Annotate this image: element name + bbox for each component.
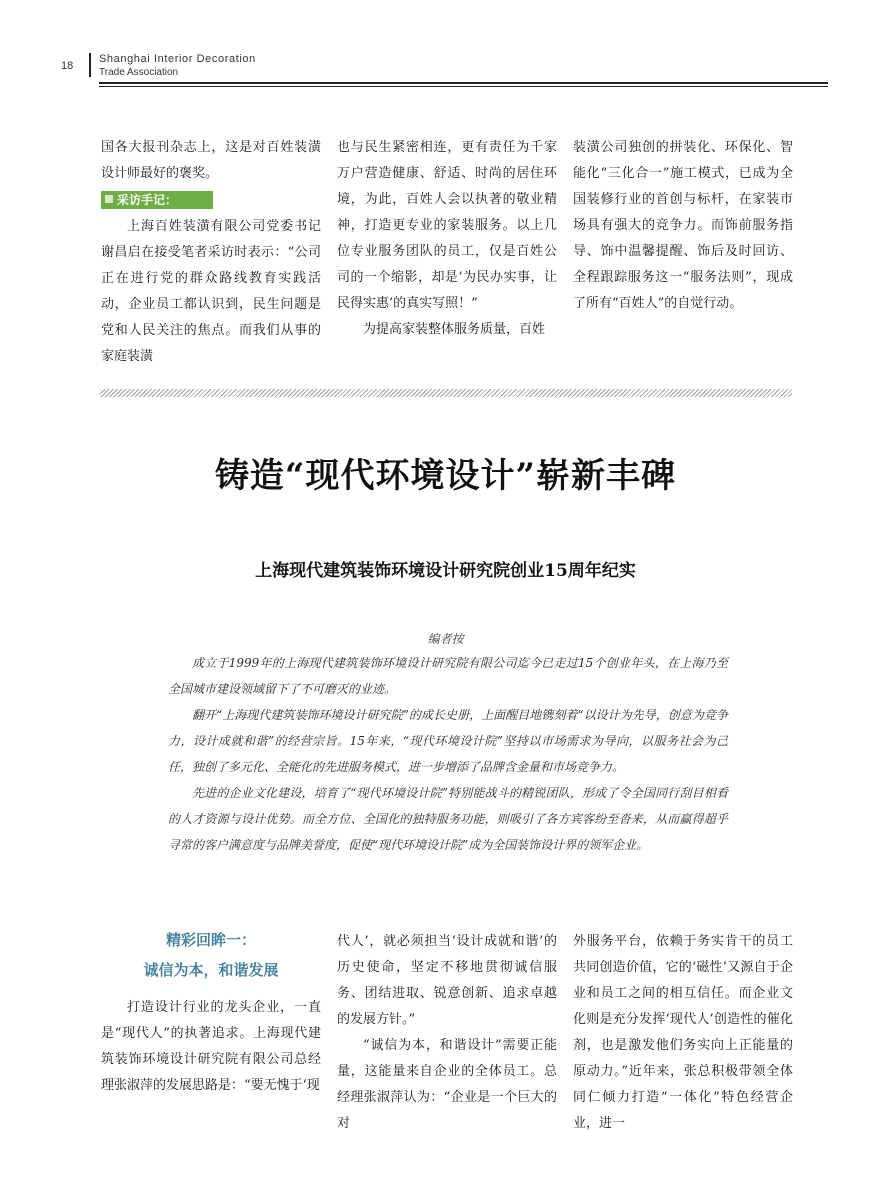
editor-note-paragraph-2: 翻开“上海现代建筑装饰环境设计研究院”的成长史册，上面醒目地镌刻着“以设计为先导，创意为竞争力，设计成就和谐”的经营宗旨。15年来，“现代环境设计院”坚持以市场需求为导向，以服务社会为己任，独创了多元化、全能化的先进服务模式，进一步增添了品牌含金量和市场竞争力。 [168,708,728,774]
top-col1-paragraph-2: 上海百姓装潢有限公司党委书记谢昌启在接受笔者采访时表示：“公司正在进行党的群众路线教育实践活动，企业员工都认识到，民生问题是党和人民关注的焦点。而我们从事的家庭装潢 [101,219,321,364]
editor-note-label: 编者按 [427,632,464,646]
top-column-3 [573,135,793,317]
header-rule-thick [99,82,828,84]
header-rule-thin [99,86,828,87]
association-name-line2: Trade Association [99,67,179,78]
highlight-heading-line2: 诚信为本，和谐发展 [143,961,279,979]
top-col3-paragraph-1: 装潢公司独创的拼装化、环保化、智能化“三化合一”施工模式，已成为全国装修行业的首创与标杆，在家装市场具有强大的竞争力。而饰前服务指导、饰中温馨提醒、饰后及时回访、全程跟踪服务这一“服务法则”，现成了所有“百姓人”的自觉行动。 [573,140,793,311]
page-number: 18 [61,60,74,72]
top-col2-paragraph-1: 也与民生紧密相连，更有责任为千家万户营造健康、舒适、时尚的居住环境，为此，百姓人会以执著的敬业精神，打造更专业的家装服务。以上几位专业服务团队的员工，仅是百姓公司的一个缩影，却是‘为民办实事，让民得实惠’的真实写照！” [337,140,557,311]
bottom-col2-paragraph-1: 代人’，就必须担当‘设计成就和谐’的历史使命，坚定不移地贯彻诚信服务、团结进取、锐意创新、追求卓越的发展方针。” [337,934,557,1027]
editor-note-paragraph-3: 先进的企业文化建设，培育了“现代环境设计院”特别能战斗的精锐团队，形成了令全国同行刮目相看的人才资源与设计优势。而全方位、全国化的独特服务功能，则吸引了各方宾客纷至沓来，从而赢得超乎寻常的客户满意度与品牌美誉度，促使“现代环境设计院”成为全国装饰设计界的领军企业。 [168,786,728,852]
bottom-col2-paragraph-2: “诚信为本，和谐设计”需要正能量，这能量来自企业的全体员工。总经理张淑萍认为：“企业是一个巨大的对 [337,1038,557,1131]
editor-note [168,650,728,858]
section-divider [100,389,792,397]
bottom-column-1 [101,925,321,1099]
top-column-1 [101,135,321,370]
top-col1-paragraph-1: 国各大报刊杂志上，这是对百姓装潢设计师最好的褒奖。 [101,140,321,181]
interview-notes-label: 采访手记： [101,191,213,209]
bottom-col1-paragraph-1: 打造设计行业的龙头企业，一直是“现代人”的执著追求。上海现代建筑装饰环境设计研究院有限公司总经理张淑萍的发展思路是：“要无愧于‘现 [101,1000,321,1093]
article-subtitle: 上海现代建筑装饰环境设计研究院创业15周年纪实 [255,561,636,581]
highlight-heading-line1: 精彩回眸一： [165,931,256,949]
editor-note-paragraph-1: 成立于1999年的上海现代建筑装饰环境设计研究院有限公司迄今已走过15个创业年头，在上海乃至全国城市建设领域留下了不可磨灭的业迹。 [168,656,728,696]
association-name-line1: Shanghai Interior Decoration [99,53,256,65]
article-title: 铸造“现代环境设计”崭新丰碑 [214,456,677,496]
header-divider [89,53,91,77]
bottom-column-2 [337,929,557,1137]
bottom-column-3 [573,929,793,1137]
top-column-2 [337,135,557,343]
bottom-col3-paragraph-1: 外服务平台，依赖于务实肯干的员工共同创造价值，它的‘磁性’又源自于企业和员工之间的相互信任。而企业文化则是充分发挥‘现代人’创造性的催化剂，也是激发他们务实向上正能量的原动力。”近年来，张总积极带领全体同仁倾力打造“一体化”特色经营企业，进一 [573,934,793,1131]
top-col2-paragraph-2: 为提高家装整体服务质量，百姓 [363,322,546,337]
